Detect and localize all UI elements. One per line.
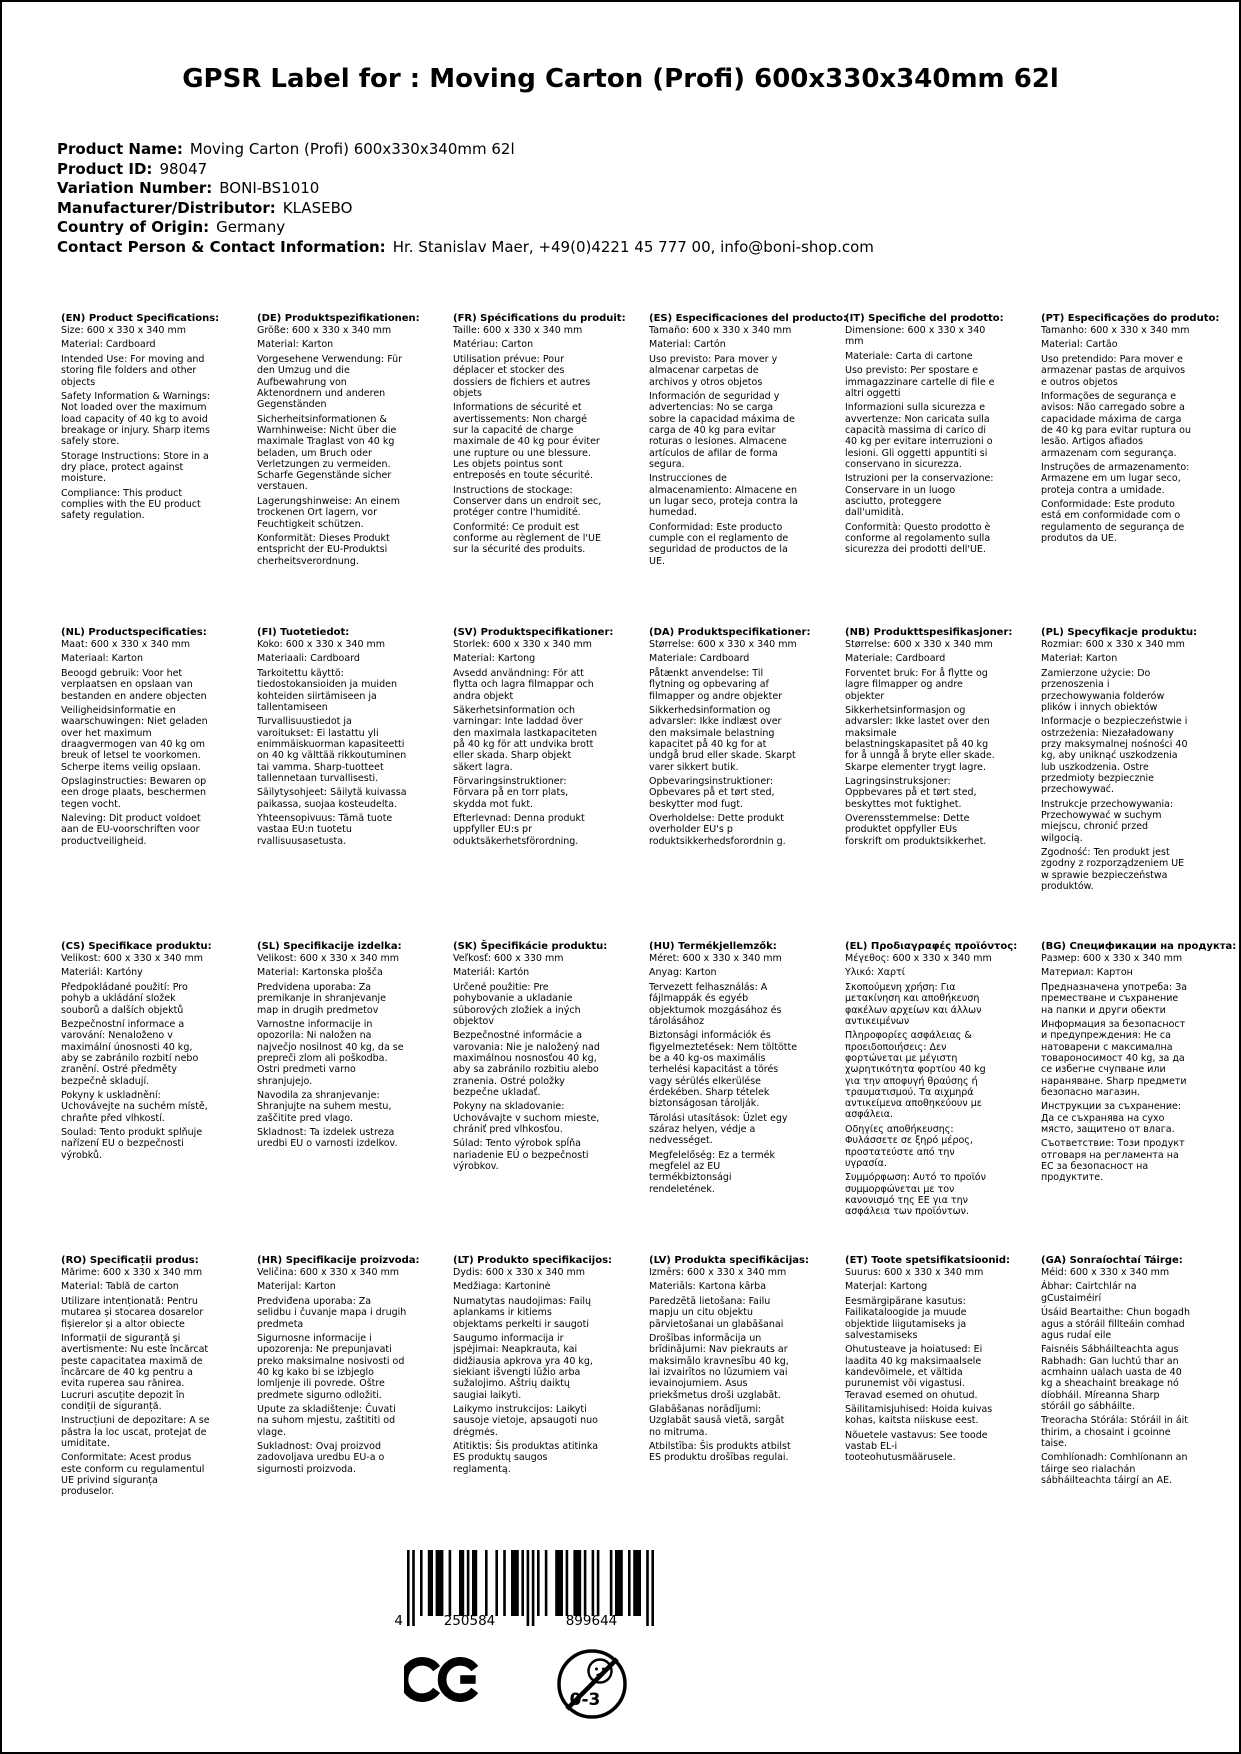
spec-paragraph: Materiaali: Cardboard — [257, 653, 360, 665]
spec-paragraph: Overensstemmelse: Dette produktet oppfyller EUs forskrift om produktsikkerhet. — [845, 813, 987, 847]
product-info-label: Product Name: — [57, 140, 183, 158]
spec-paragraphs — [1041, 1267, 1211, 1486]
product-info-row — [57, 179, 874, 199]
spec-paragraph: Soulad: Tento produkt splňuje nařízení EU o bezpečnosti výrobků. — [61, 1127, 203, 1161]
age-warning-text: 0-3 — [569, 1690, 601, 1710]
product-info-row — [57, 238, 874, 258]
spec-paragraph: Materiāls: Kartona kārba — [649, 1281, 767, 1293]
page-title: GPSR Label for : Moving Carton (Profi) 600x330x340mm 62l — [182, 64, 1059, 94]
spec-paragraph: Bezpečnostné informácie a varovania: Nie je naložený nad maximálnou nosnosťou 40 kg, aby sa zabránilo rozbitiu alebo zranenia. Ostré položky bezpečne ukladať. — [453, 1030, 600, 1098]
product-info-row — [57, 199, 874, 219]
spec-paragraph: Utilisation prévue: Pour déplacer et stocker des dossiers de fichiers et autres objets — [453, 353, 591, 399]
spec-block — [61, 1254, 231, 1568]
spec-paragraph: Материал: Картон — [1041, 967, 1133, 979]
age-warning-mark — [554, 1646, 630, 1726]
spec-heading: (SL) Specifikacije izdelka: — [257, 941, 402, 952]
spec-paragraph: Material: Tablă de carton — [61, 1281, 179, 1293]
spec-paragraph: Инструкции за съхранение: Да се съхранява на сухо място, защитено от влага. — [1041, 1101, 1182, 1135]
spec-heading: (LT) Produkto specifikacijos: — [453, 1255, 613, 1266]
spec-block — [257, 940, 427, 1254]
spec-heading: (EN) Product Specifications: — [61, 313, 220, 324]
spec-paragraph: Größe: 600 x 330 x 340 mm — [257, 325, 392, 336]
spec-block — [453, 1254, 623, 1568]
spec-paragraphs — [61, 639, 231, 847]
spec-paragraph: Avsedd användning: För att flytta och lagra filmappar och andra objekt — [453, 667, 594, 702]
product-info-value: Germany — [216, 218, 286, 237]
spec-paragraphs — [453, 639, 623, 847]
spec-paragraph: Drošības informācija un brīdinājumi: Nav piekrauts ar maksimālo kravnesību 40 kg, lai izvairītos no lūzumiem vai ievainojumiem. Asus priekšmetus droši uzglabāt. — [649, 1333, 789, 1401]
spec-paragraph: Laikymo instrukcijos: Laikyti sausoje vietoje, apsaugoti nuo drėgmės. — [453, 1404, 598, 1438]
spec-paragraph: Paredzētā lietošana: Failu mapju un citu objektu pārvietošanai un glabāšanai — [649, 1295, 784, 1330]
spec-paragraph: Bezpečnostní informace a varování: Nenaloženo v maximální únosnosti 40 kg, aby se zabránilo rozbití nebo zranění. Ostré předměty bezpečně skladují. — [61, 1019, 199, 1087]
spec-paragraph: Informacje o bezpieczeństwie i ostrzeżenia: Niezaładowany przy maksymalnej nośności 40 kg, aby uniknąć uszkodzenia lub uszkodzenia. Ostre przedmioty bezpiecznie przechowywać. — [1041, 716, 1188, 796]
spec-paragraph: Opbevaringsinstruktioner: Opbevares på et tørt sted, beskytter mod fugt. — [649, 776, 775, 810]
spec-paragraph: Treoracha Stórála: Stóráil in áit thirim, a chosaint i gcoinne taise. — [1041, 1415, 1189, 1449]
spec-paragraphs — [1041, 639, 1211, 892]
spec-block — [1041, 1254, 1211, 1568]
spec-block — [61, 312, 231, 626]
spec-paragraph: Predvidena uporaba: Za premikanje in shranjevanje map in drugih predmetov — [257, 981, 386, 1016]
spec-block — [257, 626, 427, 940]
spec-paragraph: Material: Cardboard — [61, 339, 156, 351]
product-info-label: Contact Person & Contact Information: — [57, 237, 386, 256]
spec-heading: (SV) Produktspecifikationer: — [453, 627, 614, 638]
product-info-row — [57, 160, 874, 180]
spec-paragraph: Materiale: Cardboard — [845, 653, 946, 665]
spec-heading: (EL) Προδιαγραφές προϊόντος: — [845, 941, 1018, 952]
spec-paragraph: Koko: 600 x 330 x 340 mm — [257, 639, 386, 650]
spec-paragraph: Materiał: Karton — [1041, 653, 1118, 665]
spec-paragraph: Méid: 600 x 330 x 340 mm — [1041, 1267, 1170, 1278]
spec-paragraph: Taille: 600 x 330 x 340 mm — [453, 325, 583, 336]
spec-block — [845, 1254, 1015, 1568]
spec-paragraph: Faisnéis Sábháilteachta agus Rabhadh: Gan luchtú thar an acmhainn ualach uasta de 40 kg a sheachaint breakage nó díobháil. Míreanna Sharp stóráil go sábháilte. — [1041, 1344, 1182, 1412]
spec-paragraph: Οδηγίες αποθήκευσης: Φυλάσσετε σε ξηρό μέρος, προστατεύστε από την υγρασία. — [845, 1123, 973, 1169]
spec-paragraph: Vorgesehene Verwendung: Für den Umzug und die Aufbewahrung von Aktenordnern und anderen Gegenständen — [257, 353, 403, 411]
spec-paragraphs — [649, 639, 819, 847]
product-info-row — [57, 140, 874, 160]
spec-block — [845, 312, 1015, 626]
spec-paragraphs — [845, 639, 1015, 847]
spec-heading: (ES) Especificaciones del producto: — [649, 313, 848, 324]
spec-heading: (GA) Sonraíochtaí Táirge: — [1041, 1255, 1183, 1266]
spec-paragraphs — [257, 1267, 427, 1475]
spec-paragraph: Velikost: 600 x 330 x 340 mm — [61, 953, 204, 964]
spec-paragraphs — [61, 325, 231, 522]
spec-paragraph: Safety Information & Warnings: Not loaded over the maximum load capacity of 40 kg to avoid breakage or injury. Sharp items safely store. — [61, 391, 211, 448]
spec-paragraph: Conformité: Ce produit est conforme au règlement de l'UE sur la sécurité des produits. — [453, 521, 601, 556]
product-info-label: Manufacturer/Distributor: — [57, 198, 276, 217]
spec-paragraph: Pokyny na skladovanie: Uchovávajte v suchom mieste, chrániť pred vlhkosťou. — [453, 1101, 600, 1135]
spec-paragraph: Konformität: Dieses Produkt entspricht der EU-Produktsi cherheitsverordnung. — [257, 532, 390, 567]
spec-heading: (HR) Specifikacije proizvoda: — [257, 1255, 420, 1266]
spec-paragraph: Информация за безопасност и предупреждения: Не са натоварени с максимална товароносимост 40 kg, за да се избегне счупване или нараняване. Sharp предмети безопасно магазин. — [1041, 1019, 1187, 1098]
spec-paragraph: Súlad: Tento výrobok spĺňa nariadenie EÚ o bezpečnosti výrobkov. — [453, 1138, 589, 1172]
spec-paragraph: Veličina: 600 x 330 x 340 mm — [257, 1267, 400, 1278]
spec-paragraph: Предназначена употреба: За преместване и съхранение на папки и други обекти — [1041, 981, 1188, 1016]
age-warning-icon — [554, 1646, 630, 1722]
spec-paragraph: Instructions de stockage: Conserver dans un endroit sec, protéger contre l'humidité. — [453, 484, 602, 519]
spec-heading: (PT) Especificações do produto: — [1041, 313, 1220, 324]
spec-block — [61, 940, 231, 1254]
specs-grid — [61, 312, 1237, 1568]
spec-heading: (RO) Specificații produs: — [61, 1255, 199, 1266]
spec-block — [649, 940, 819, 1254]
barcode-left-digits: 250584 — [443, 1613, 496, 1629]
spec-paragraph: Suurus: 600 x 330 x 340 mm — [845, 1267, 984, 1278]
spec-heading: (DE) Produktspezifikationen: — [257, 313, 420, 324]
spec-paragraph: Mărime: 600 x 330 x 340 mm — [61, 1267, 203, 1278]
spec-block — [1041, 312, 1220, 626]
spec-paragraphs — [845, 1267, 1015, 1464]
spec-paragraph: Eesmärgipärane kasutus: Failikataloogide ja muude objektide liigutamiseks ja salvestamiseks — [845, 1295, 967, 1341]
spec-paragraph: Tamanho: 600 x 330 x 340 mm — [1041, 325, 1190, 336]
product-info-value: 98047 — [159, 159, 208, 178]
spec-block — [257, 312, 427, 626]
spec-paragraph: Materiale: Carta di cartone — [845, 350, 973, 362]
spec-paragraph: Σκοπούμενη χρήση: Για μετακίνηση και αποθήκευση φακέλων αρχείων και άλλων αντικειμένων — [845, 981, 982, 1027]
spec-heading: (NL) Productspecificaties: — [61, 627, 207, 638]
spec-paragraph: Forventet bruk: For å flytte og lagre filmapper og andre objekter — [845, 667, 988, 702]
spec-paragraph: Materiál: Kartón — [453, 967, 530, 979]
spec-paragraph: Informații de siguranță și avertismente: Nu este încărcat peste capacitatea maximă de încărcare de 40 kg pentru a evita ruperea sau rănirea. Lucruri ascuțite depozit în condiții de siguranță. — [61, 1333, 209, 1412]
spec-paragraph: Lagerungshinweise: An einem trockenen Ort lagern, vor Feuchtigkeit schützen. — [257, 495, 401, 530]
spec-paragraph: Förvaringsinstruktioner: Förvara på en torr plats, skydda mot fukt. — [453, 776, 569, 810]
spec-paragraph: Turvallisuustiedot ja varoitukset: Ei lastattu yli enimmäiskuorman kapasiteetti on 40 kg välttää rikkoutuminen tai vamma. Sharp-tuotteet tallennetaan turvallisesti. — [257, 716, 407, 784]
spec-paragraph: Размер: 600 x 330 x 340 mm — [1041, 953, 1183, 964]
product-info-value: BONI-BS1010 — [219, 179, 320, 198]
spec-paragraphs — [61, 1267, 231, 1498]
spec-paragraphs — [257, 953, 427, 1150]
spec-paragraph: Conformidade: Este produto está em conformidade com o regulamento de segurança de produtos da UE. — [1041, 499, 1185, 544]
barcode-first-digit: 4 — [394, 1613, 403, 1629]
product-info-list — [57, 140, 874, 258]
spec-paragraphs — [453, 953, 623, 1172]
spec-paragraph: Biztonsági információk és figyelmeztetések: Nem töltötte be a 40 kg-os maximális terhelési kapacitást a törés vagy sérülés elkerülése érdekében. Sharp tételek biztonságosan tárolják. — [649, 1030, 798, 1110]
spec-paragraphs — [257, 325, 427, 567]
spec-block — [1041, 940, 1237, 1254]
spec-paragraph: Säkerhetsinformation och varningar: Inte laddad över den maximala lastkapaciteten på 40 kg för att undvika brott eller skada. Sharp objekt säkert lagra. — [453, 705, 597, 773]
spec-paragraph: Størrelse: 600 x 330 x 340 mm — [845, 639, 993, 650]
spec-paragraph: Saugumo informacija ir įspėjimai: Neapkrauta, kai didžiausia apkrova yra 40 kg, siekiant išvengti lūžio arba sužalojimo. Aštrių daiktų saugiai laikyti. — [453, 1333, 593, 1401]
spec-paragraph: Zamierzone użycie: Do przenoszenia i przechowywania folderów plików i innych obiektów — [1041, 667, 1165, 713]
product-info-label: Country of Origin: — [57, 218, 210, 237]
spec-block — [649, 312, 848, 626]
spec-paragraph: Informazioni sulla sicurezza e avvertenze: Non caricata sulla capacità massima di carico di 40 kg per evitare interruzioni o lesioni. Gli oggetti appuntiti si conservano in sicurezza. — [845, 402, 993, 470]
spec-paragraph: Materiál: Kartóny — [61, 967, 143, 979]
spec-paragraphs — [61, 953, 231, 1161]
spec-heading: (ET) Toote spetsifikatsioonid: — [845, 1255, 1011, 1266]
spec-paragraph: Storage Instructions: Store in a dry place, protect against moisture. — [61, 450, 209, 485]
spec-paragraph: Atitiktis: Šis produktas atitinka ES produktų saugos reglamentą. — [453, 1441, 599, 1475]
spec-block — [1041, 626, 1211, 940]
spec-paragraph: Materiale: Cardboard — [649, 653, 750, 665]
spec-paragraph: Uso previsto: Per spostare e immagazzinare cartelle di file e altri oggetti — [845, 365, 995, 399]
spec-paragraph: Upute za skladištenje: Čuvati na suhom mjestu, zaštititi od vlage. — [257, 1404, 396, 1438]
spec-heading: (IT) Specifiche del prodotto: — [845, 313, 1004, 324]
product-info-label: Variation Number: — [57, 179, 213, 198]
spec-paragraph: Predviđena uporaba: Za selidbu i čuvanje mapa i drugih predmeta — [257, 1295, 407, 1330]
spec-paragraph: Säilytysohjeet: Säilytä kuivassa paikassa, suojaa kosteudelta. — [257, 787, 407, 810]
spec-paragraph: Určené použitie: Pre pohybovanie a ukladanie súborových zložiek a iných objektov — [453, 981, 581, 1027]
spec-paragraph: Conformitate: Acest produs este conform cu regulamentul UE privind siguranța produselor. — [61, 1452, 205, 1498]
spec-block — [453, 312, 626, 626]
spec-heading: (HU) Termékjellemzők: — [649, 941, 777, 952]
spec-heading: (LV) Produkta specifikācijas: — [649, 1255, 809, 1266]
spec-paragraphs — [649, 953, 819, 1195]
ean13-barcode — [394, 1550, 654, 1642]
product-info-value: Moving Carton (Profi) 600x330x340mm 62l — [189, 140, 515, 158]
spec-paragraph: Izmērs: 600 x 330 x 340 mm — [649, 1267, 787, 1278]
spec-paragraph: Navodila za shranjevanje: Shranjujte na suhem mestu, zaščitite pred vlago. — [257, 1090, 392, 1124]
spec-paragraphs — [1041, 325, 1211, 544]
spec-paragraphs — [845, 325, 1015, 556]
spec-paragraph: Numatytas naudojimas: Failų aplankams ir kitiems objektams perkelti ir saugoti — [453, 1295, 592, 1330]
spec-paragraph: Μέγεθος: 600 x 330 x 340 mm — [845, 953, 992, 964]
spec-block — [61, 626, 231, 940]
ce-mark — [404, 1654, 482, 1709]
spec-heading: (FI) Tuotetiedot: — [257, 627, 350, 638]
spec-paragraphs — [845, 953, 1015, 1217]
spec-paragraph: Lagringsinstruksjoner: Oppbevares på et tørt sted, beskyttes mot fuktighet. — [845, 776, 977, 810]
spec-paragraph: Velikost: 600 x 330 x 340 mm — [257, 953, 400, 964]
spec-paragraph: Předpokládané použití: Pro pohyb a ukládání složek souborů a dalších objektů — [61, 981, 188, 1016]
spec-paragraph: Glabāšanas norādījumi: Uzglabāt sausā vietā, sargāt no mitruma. — [649, 1404, 785, 1438]
spec-paragraph: Conformidad: Este producto cumple con el reglamento de seguridad de productos de la UE. — [649, 521, 789, 567]
spec-paragraph: Συμμόρφωση: Αυτό το προϊόν συμμορφώνεται με τον κανονισμό της ΕΕ για την ασφάλεια των προϊόντων. — [845, 1172, 986, 1218]
spec-paragraph: Tarkoitettu käyttö: tiedostokansioiden ja muiden kohteiden siirtämiseen ja tallentamiseen — [257, 667, 397, 713]
spec-heading: (PL) Specyfikacje produktu: — [1041, 627, 1198, 638]
spec-heading: (CS) Specifikace produktu: — [61, 941, 212, 952]
spec-paragraph: Informations de sécurité et avertissements: Non chargé sur la capacité de charge maximale de 40 kg pour éviter une rupture ou une blessure. Les objets pointus sont entreposés en toute sécurité. — [453, 402, 600, 482]
spec-paragraph: Materiaal: Karton — [61, 653, 143, 665]
spec-paragraph: Veľkosť: 600 x 330 mm — [453, 953, 564, 964]
spec-paragraphs — [453, 1267, 623, 1475]
spec-block — [845, 626, 1015, 940]
spec-paragraph: Uso previsto: Para mover y almacenar carpetas de archivos y otros objetos — [649, 353, 778, 388]
spec-heading: (SK) Špecifikácie produktu: — [453, 941, 608, 952]
spec-paragraph: Opslaginstructies: Bewaren op een droge plaats, beschermen tegen vocht. — [61, 776, 207, 810]
spec-paragraph: Conformità: Questo prodotto è conforme al regolamento sulla sicurezza dei prodotti dell'UE. — [845, 521, 991, 556]
spec-paragraph: Yhteensopivuus: Tämä tuote vastaa EU:n tuotetu rvallisuusasetusta. — [257, 813, 393, 847]
spec-paragraph: Sicherheitsinformationen & Warnhinweise: Nicht über die maximale Traglast von 40 kg beladen, um Bruch oder Verletzungen zu vermeiden. Scharfe Gegenstände sicher verstauen. — [257, 413, 397, 493]
spec-paragraph: Sigurnosne informacije i upozorenja: Ne prepunjavati preko maksimalne nosivosti od 40 kg kako bi se izbjeglo lomljenje ili povrede. Oštre predmete sigurno odložiti. — [257, 1333, 405, 1401]
spec-paragraph: Dimensione: 600 x 330 x 340 mm — [845, 325, 986, 348]
spec-block — [453, 626, 623, 940]
ce-mark-icon — [404, 1654, 482, 1705]
spec-paragraph: Rozmiar: 600 x 330 x 340 mm — [1041, 639, 1185, 650]
spec-paragraph: Ábhar: Cairtchlár na gCustaiméirí — [1041, 1281, 1137, 1304]
spec-paragraph: Beoogd gebruik: Voor het verplaatsen en opslaan van bestanden en andere objecten — [61, 667, 207, 702]
spec-paragraph: Megfelelőség: Ez a termék megfelel az EU termékbiztonsági rendeletének. — [649, 1149, 776, 1195]
spec-paragraph: Skladnost: Ta izdelek ustreza uredbi EU o varnosti izdelkov. — [257, 1127, 398, 1150]
spec-paragraph: Instrucțiuni de depozitare: A se păstra la loc uscat, protejat de umiditate. — [61, 1415, 210, 1449]
spec-paragraph: Påtænkt anvendelse: Til flytning og opbevaring af filmapper og andre objekter — [649, 667, 783, 702]
spec-block — [649, 626, 819, 940]
spec-paragraph: Material: Kartonska plošča — [257, 967, 383, 979]
spec-paragraph: Comhlíonadh: Comhlíonann an táirge seo rialachán sábháilteachta táirgí an AE. — [1041, 1452, 1188, 1486]
spec-paragraph: Maat: 600 x 330 x 340 mm — [61, 639, 191, 650]
spec-block — [649, 1254, 819, 1568]
spec-heading: (FR) Spécifications du produit: — [453, 313, 626, 324]
spec-block — [257, 1254, 427, 1568]
spec-paragraph: Sukladnost: Ovaj proizvod zadovoljava uredbu EU-a o sigurnosti proizvoda. — [257, 1441, 385, 1475]
spec-paragraph: Størrelse: 600 x 330 x 340 mm — [649, 639, 797, 650]
spec-paragraph: Atbilstība: Šis produkts atbilst ES produktu drošības regulai. — [649, 1441, 791, 1464]
spec-paragraph: Méret: 600 x 330 x 340 mm — [649, 953, 782, 964]
spec-paragraphs — [1041, 953, 1211, 1184]
spec-paragraph: Tervezett felhasználás: A fájlmappák és egyéb objektumok mozgásához és tárolásához — [649, 981, 782, 1027]
spec-paragraphs — [649, 1267, 819, 1464]
spec-paragraph: Sikkerhedsinformation og advarsler: Ikke indlæst over den maksimale belastning kapacitet på 40 kg for at undgå brud eller skade. Skarpt varer sikkert butik. — [649, 705, 796, 773]
spec-paragraph: Material: Cartão — [1041, 339, 1118, 351]
spec-heading: (DA) Produktspecifikationer: — [649, 627, 811, 638]
spec-paragraph: Съответствие: Този продукт отговаря на регламента на ЕС за безопасност на продуктите. — [1041, 1138, 1185, 1184]
spec-paragraph: Dydis: 600 x 330 x 340 mm — [453, 1267, 586, 1278]
spec-paragraph: Material: Kartong — [453, 653, 536, 665]
spec-paragraph: Uso pretendido: Para mover e armazenar pastas de arquivos e outros objetos — [1041, 353, 1186, 388]
spec-paragraph: Intended Use: For moving and storing file folders and other objects — [61, 353, 205, 388]
spec-paragraph: Anyag: Karton — [649, 967, 717, 979]
spec-paragraph: Material: Karton — [257, 339, 334, 351]
spec-paragraph: Overholdelse: Dette produkt overholder EU's p roduktsikkerhedsforordnin g. — [649, 813, 786, 847]
spec-paragraph: Instrukcje przechowywania: Przechowywać w suchym miejscu, chronić przed wilgocią. — [1041, 798, 1174, 844]
spec-paragraph: Storlek: 600 x 330 x 340 mm — [453, 639, 592, 650]
spec-paragraph: Zgodność: Ten produkt jest zgodny z rozporządzeniem UE w sprawie bezpieczeństwa produktów. — [1041, 846, 1185, 892]
product-info-label: Product ID: — [57, 159, 153, 178]
spec-paragraph: Úsáid Beartaithe: Chun bogadh agus a stóráil fillteáin comhad agus rudaí eile — [1041, 1307, 1190, 1341]
spec-paragraph: Υλικό: Χαρτί — [845, 967, 906, 979]
spec-paragraph: Varnostne informacije in opozorila: Ni naložen na največjo nosilnost 40 kg, da se prepreči zlom ali poškodba. Ostri predmeti varno shranjujejo. — [257, 1019, 404, 1087]
spec-paragraph: Nõuetele vastavus: See toode vastab EL-i tooteohutusmäärusele. — [845, 1429, 988, 1464]
spec-block — [453, 940, 623, 1254]
spec-paragraph: Tamaño: 600 x 330 x 340 mm — [649, 325, 792, 336]
spec-paragraph: Ohutusteave ja hoiatused: Ei laadita 40 kg maksimaalsele kandevõimele, et vältida purunemist või vigastusi. Teravad esemed on ohutud. — [845, 1344, 983, 1401]
barcode-right-digits: 899644 — [565, 1613, 618, 1629]
spec-paragraph: Veiligheidsinformatie en waarschuwingen: Niet geladen over het maximum draagvermogen van 40 kg om breuk of letsel te voorkomen. Scherpe items veilig opslaan. — [61, 705, 208, 773]
spec-paragraph: Matériau: Carton — [453, 339, 534, 351]
spec-paragraph: Utilizare intenționată: Pentru mutarea și stocarea dosarelor fișierelor și a altor obiecte — [61, 1295, 204, 1330]
spec-heading: (BG) Спецификации на продукта: — [1041, 941, 1237, 952]
spec-paragraph: Instruções de armazenamento: Armazene em um lugar seco, proteja contra a umidade. — [1041, 462, 1190, 496]
spec-paragraph: Informações de segurança e avisos: Não carregado sobre a capacidade máxima de carga de 40 kg para evitar ruptura ou lesão. Artigos afiados armazenam com segurança. — [1041, 391, 1192, 459]
spec-paragraph: Tárolási utasítások: Üzlet egy száraz helyen, védje a nedvességet. — [649, 1112, 788, 1147]
spec-paragraph: Pokyny k uskladnění: Uchovávejte na suchém místě, chraňte před vlhkostí. — [61, 1090, 208, 1124]
spec-paragraph: Säilitamisjuhised: Hoida kuivas kohas, kaitsta niiskuse eest. — [845, 1404, 993, 1427]
spec-paragraph: Compliance: This product complies with the EU product safety regulation. — [61, 487, 201, 522]
spec-paragraph: Istruzioni per la conservazione: Conservare in un luogo asciutto, proteggere dall'umidità. — [845, 473, 994, 519]
product-info-row — [57, 218, 874, 238]
spec-paragraph: Efterlevnad: Denna produkt uppfyller EU:s pr oduktsäkerhetsförordning. — [453, 813, 585, 847]
spec-paragraph: Material: Cartón — [649, 339, 726, 351]
spec-paragraphs — [453, 325, 623, 556]
spec-block — [845, 940, 1018, 1254]
spec-paragraphs — [649, 325, 819, 567]
spec-paragraphs — [257, 639, 427, 847]
spec-paragraph: Naleving: Dit product voldoet aan de EU-voorschriften voor productveiligheid. — [61, 813, 201, 847]
product-info-value: Hr. Stanislav Maer, +49(0)4221 45 777 00, info@boni-shop.com — [392, 237, 874, 256]
spec-paragraph: Instrucciones de almacenamiento: Almacene en un lugar seco, proteja contra la humedad. — [649, 473, 798, 519]
spec-paragraph: Sikkerhetsinformasjon og advarsler: Ikke lastet over den maksimale belastningskapasitet på 40 kg for å unngå å bryte eller skade. Skarpe elementer trygt lagre. — [845, 705, 995, 773]
spec-paragraph: Información de seguridad y advertencias: No se carga sobre la capacidad máxima de carga de 40 kg para evitar roturas o lesiones. Almacene artículos de afilar de forma segura. — [649, 391, 795, 470]
spec-paragraph: Materjal: Kartong — [845, 1281, 928, 1293]
spec-paragraph: Medžiaga: Kartoninė — [453, 1281, 551, 1293]
spec-heading: (NB) Produkttspesifikasjoner: — [845, 627, 1013, 638]
product-info-value: KLASEBO — [282, 198, 353, 217]
spec-paragraph: Size: 600 x 330 x 340 mm — [61, 325, 186, 336]
spec-paragraph: Materijal: Karton — [257, 1281, 336, 1293]
spec-paragraph: Πληροφορίες ασφάλειας & προειδοποιήσεις: Δεν φορτώνεται με μέγιστη χωρητικότητα φορτίου 40 kg για την αποφυγή θραύσης ή τραυματισμού. Τα αιχμηρά αντικείμενα αποθηκεύουν με ασφάλεια. — [845, 1030, 986, 1121]
